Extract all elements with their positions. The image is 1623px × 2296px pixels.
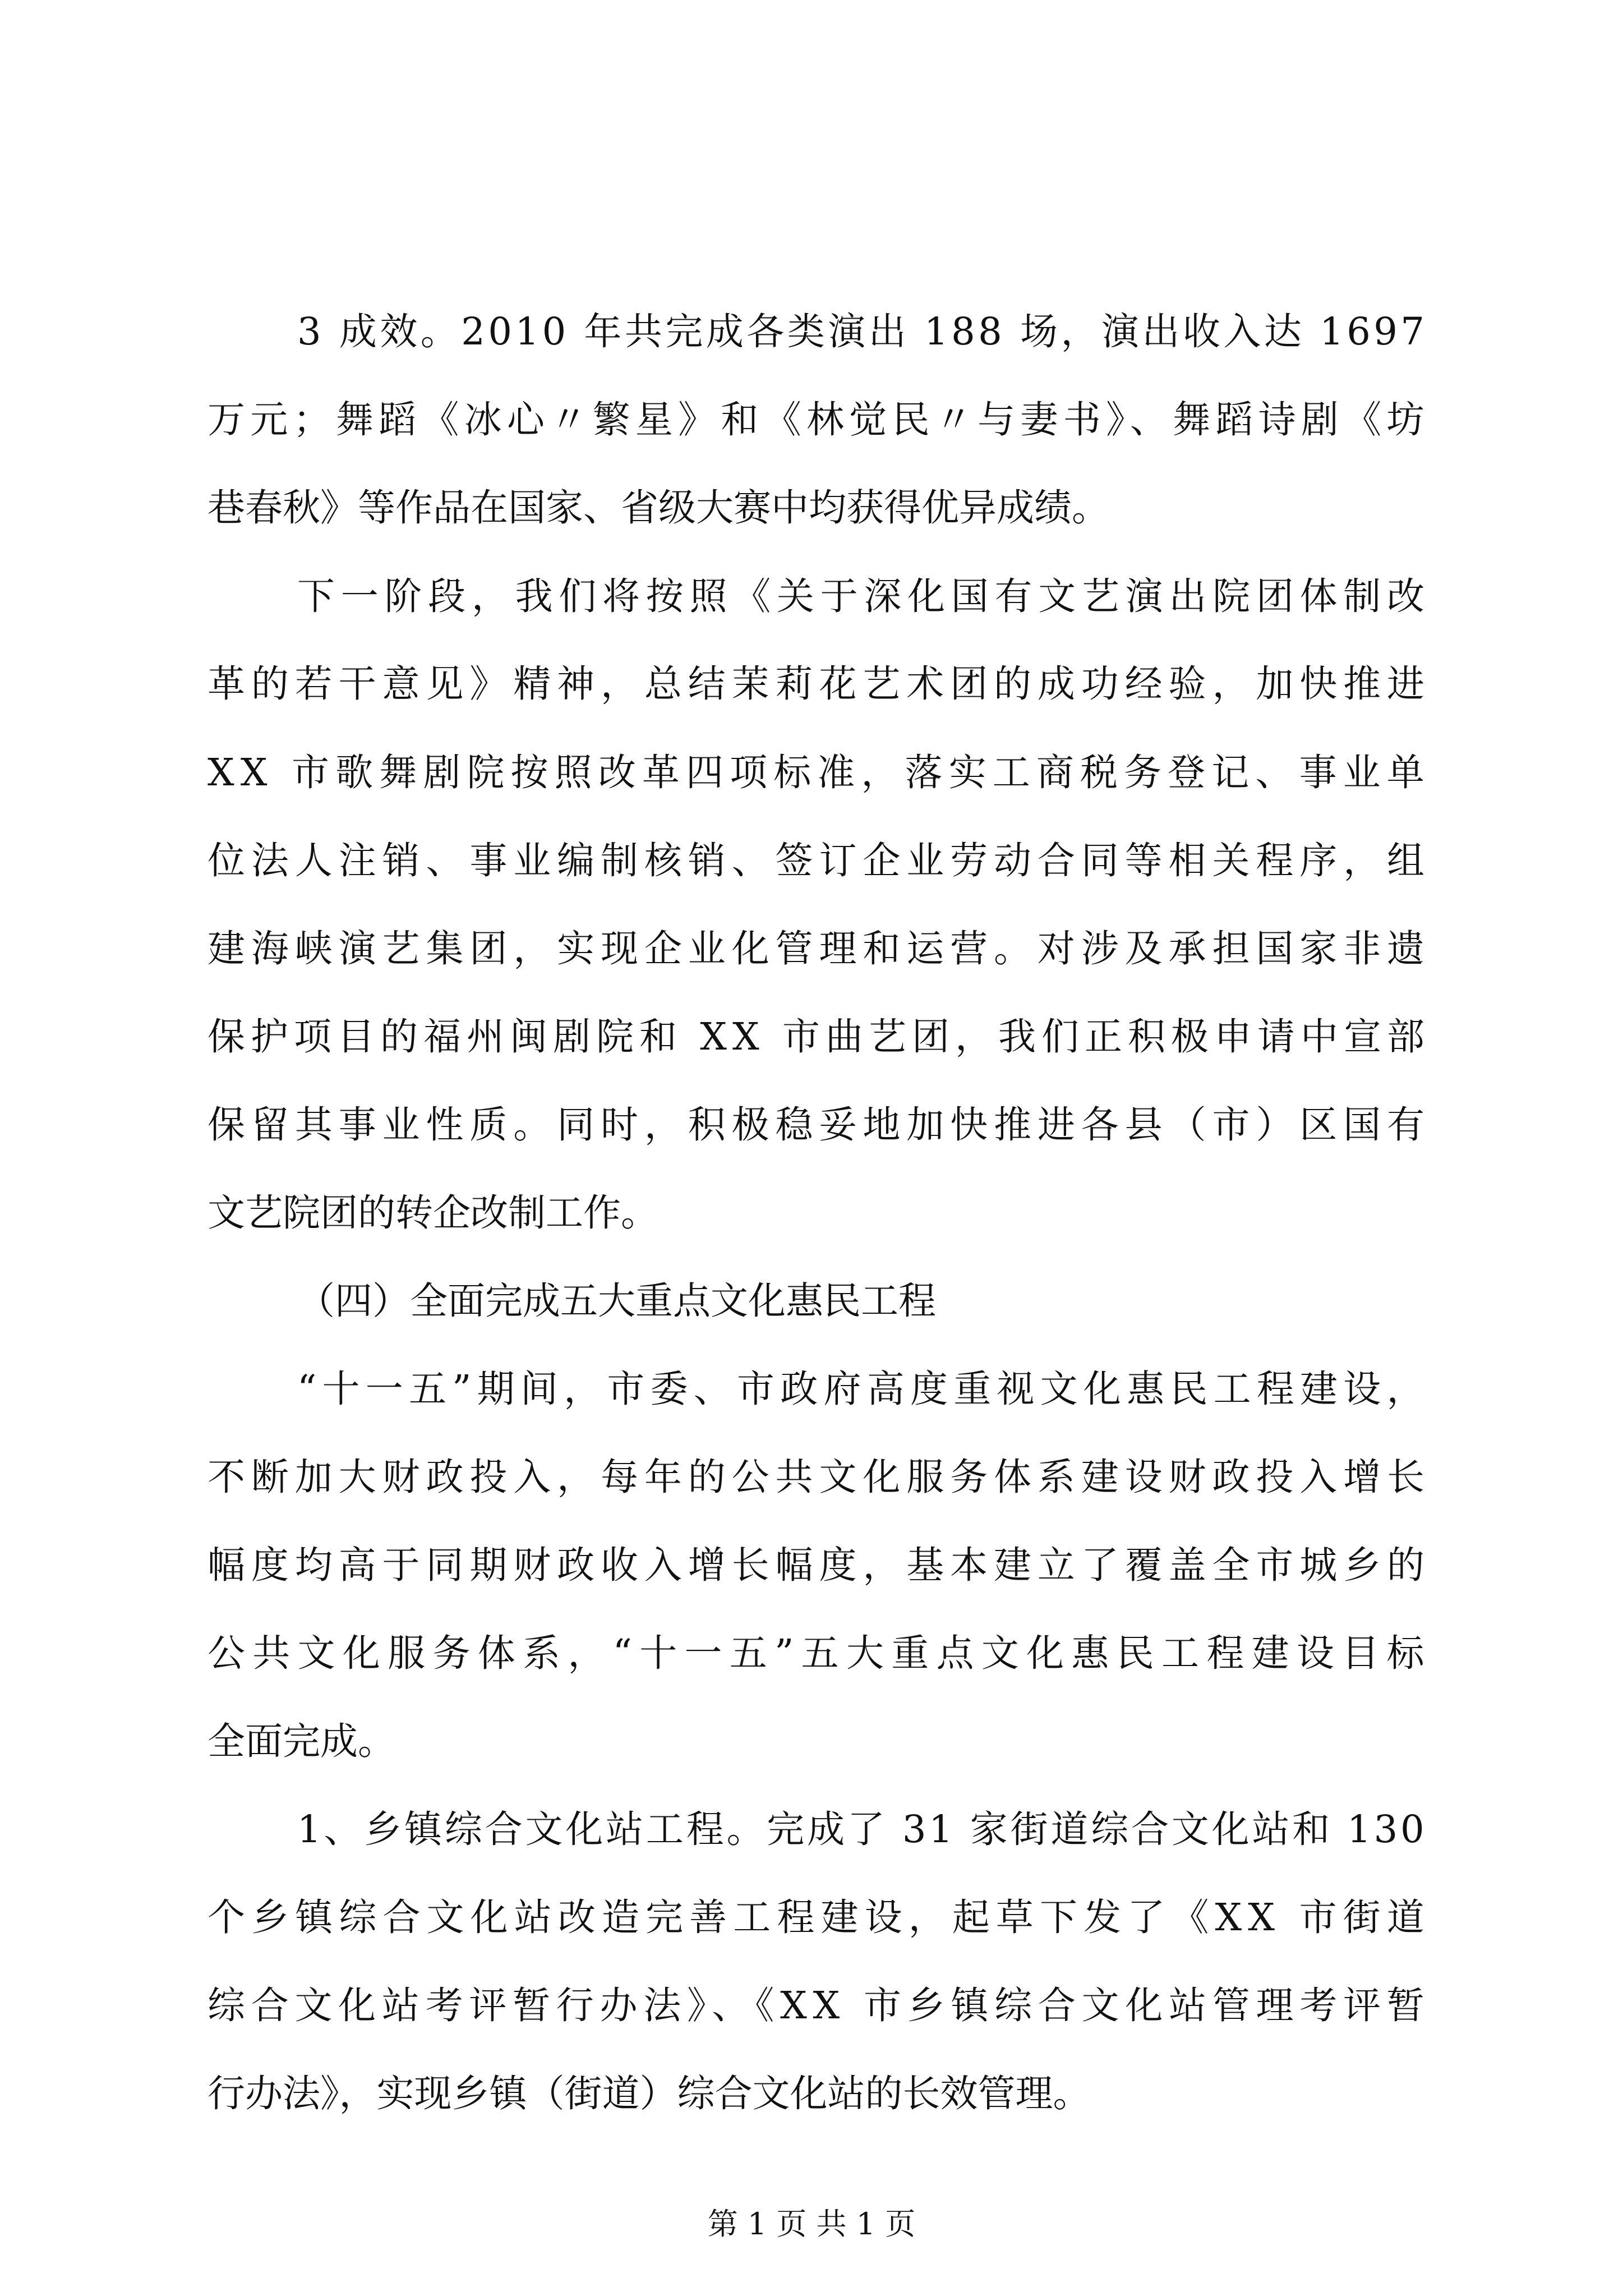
text-line: 1、乡镇综合文化站工程。完成了 31 家街道综合文化站和 130 [297, 1807, 1427, 1851]
text-line: XX 市歌舞剧院按照改革四项标准，落实工商税务登记、事业单 [208, 751, 1431, 794]
text-line: 保留其事业性质。同时，积极稳妥地加快推进各县（市）区国有 [208, 1103, 1431, 1147]
text-line: 3 成效。2010 年共完成各类演出 188 场，演出收入达 1697 [297, 310, 1428, 353]
text-line: 全面完成。 [208, 1719, 395, 1763]
text-line: 综合文化站考评暂行办法》、《XX 市乡镇综合文化站管理考评暂 [208, 1984, 1431, 2027]
text-line: 巷春秋》等作品在国家、省级大赛中均获得优异成绩。 [208, 486, 1109, 530]
text-line: 位法人注销、事业编制核销、签订企业劳动合同等相关程序，组 [208, 839, 1431, 882]
page-footer: 第 1 页 共 1 页 [707, 2206, 916, 2242]
text-line: 不断加大财政投入，每年的公共文化服务体系建设财政投入增长 [208, 1455, 1431, 1499]
text-line: 个乡镇综合文化站改造完善工程建设，起草下发了《XX 市街道 [208, 1895, 1431, 1939]
text-line: 保护项目的福州闽剧院和 XX 市曲艺团，我们正积极申请中宣部 [208, 1015, 1430, 1059]
text-line: 行办法》，实现乡镇（街道）综合文化站的长效管理。 [208, 2072, 1091, 2115]
text-line: 文艺院团的转企改制工作。 [208, 1191, 658, 1235]
text-line: 公共文化服务体系，“十一五”五大重点文化惠民工程建设目标 [208, 1631, 1432, 1675]
text-line: 建海峡演艺集团，实现企业化管理和运营。对涉及承担国家非遗 [208, 927, 1431, 970]
text-line: “十一五”期间，市委、市政府高度重视文化惠民工程建设， [297, 1367, 1430, 1411]
text-line: 幅度均高于同期财政收入增长幅度，基本建立了覆盖全市城乡的 [208, 1543, 1431, 1587]
text-line: 下一阶段，我们将按照《关于深化国有文艺演出院团体制改 [297, 574, 1431, 618]
section-heading: （四）全面完成五大重点文化惠民工程 [297, 1279, 936, 1323]
text-line: 万元；舞蹈《冰心〃繁星》和《林觉民〃与妻书》、舞蹈诗剧《坊 [208, 398, 1430, 441]
text-line: 革的若干意见》精神，总结茉莉花艺术团的成功经验，加快推进 [208, 662, 1431, 706]
